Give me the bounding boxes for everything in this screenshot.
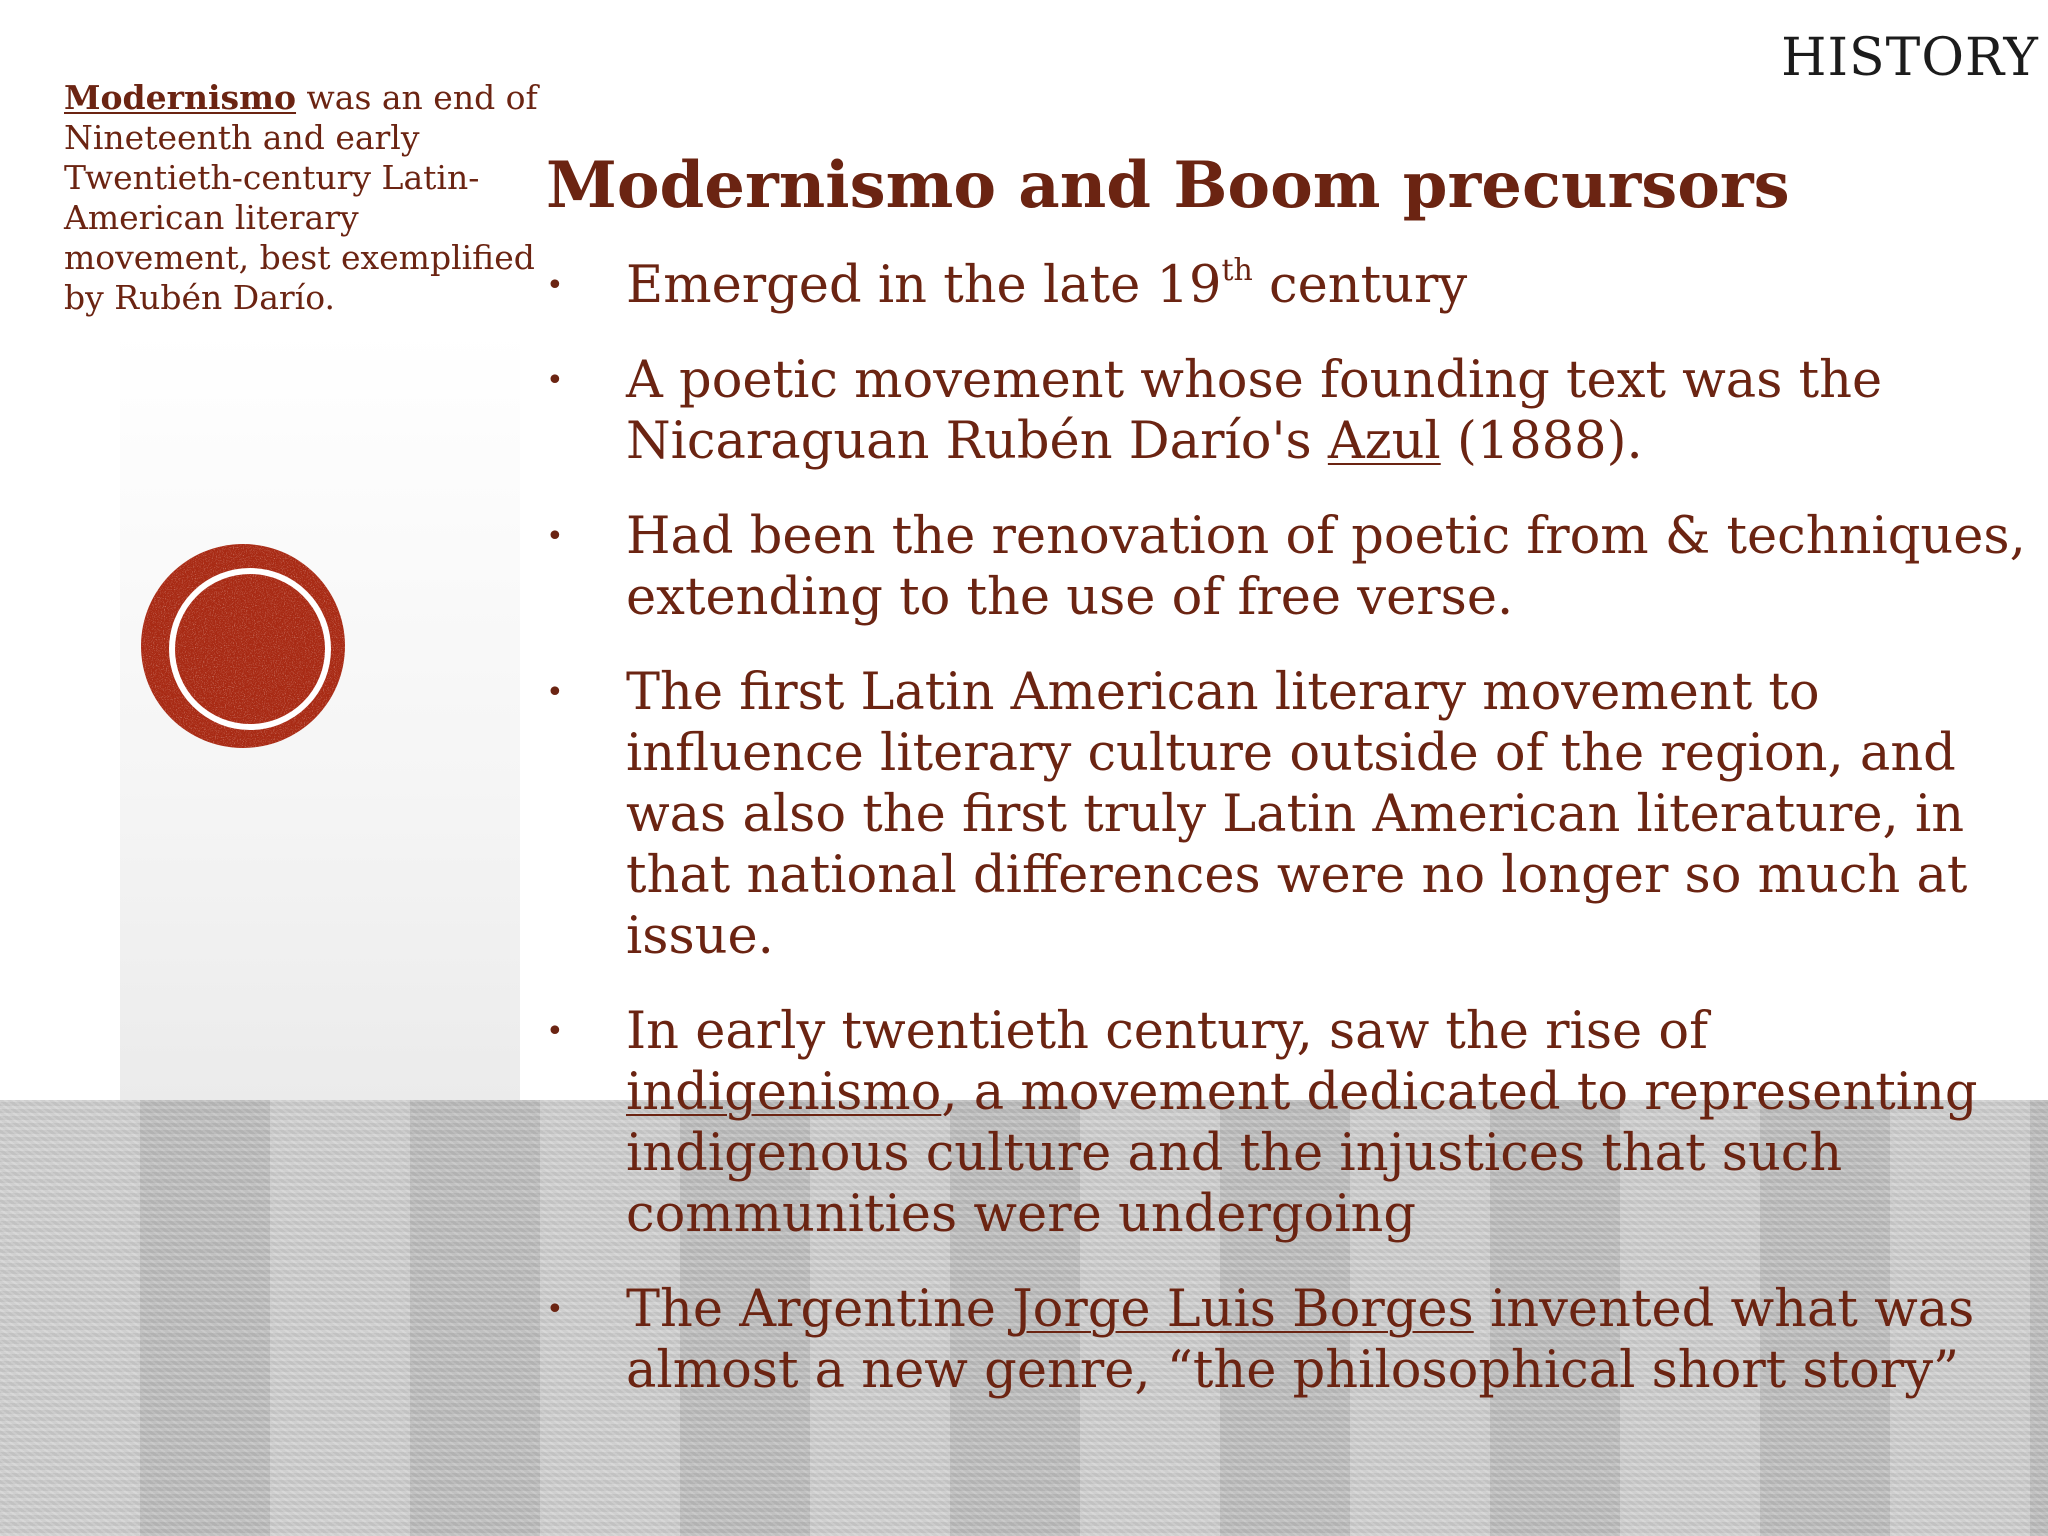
bullet-text: (1888). xyxy=(1440,412,1643,471)
bullet-item xyxy=(546,255,2036,316)
bullet-item xyxy=(546,506,2036,628)
sidebar-description: was an end of Nineteenth and early Twentieth-century Latin-American literary movement, best exemplified by Rubén Darío. xyxy=(64,78,538,317)
bullet-marker: • xyxy=(546,1292,564,1327)
bullet-marker: • xyxy=(546,363,564,398)
slide-title: Modernismo and Boom precursors xyxy=(546,148,1790,223)
bullet-text: A poetic movement whose founding text was the Nicaraguan Rubén Darío's xyxy=(626,351,1883,471)
azul-link[interactable]: Azul xyxy=(1327,412,1441,471)
bullet-text: , a movement dedicated to representing indigenous culture and the injustices that such communities were undergoing xyxy=(626,1063,1978,1244)
bullet-text: In early twentieth century, saw the rise of xyxy=(626,1002,1709,1061)
bullet-item xyxy=(546,662,2036,967)
ordinal-suffix: th xyxy=(1221,253,1253,288)
jorge-luis-borges-link[interactable]: Jorge Luis Borges xyxy=(1012,1280,1474,1339)
section-label: HISTORY xyxy=(1781,28,2039,88)
bullet-item xyxy=(546,1001,2036,1245)
modernismo-term-link[interactable]: Modernismo xyxy=(64,78,297,117)
bullet-marker: • xyxy=(546,675,564,710)
bullet-marker: • xyxy=(546,268,564,303)
bullet-marker: • xyxy=(546,519,564,554)
bullet-text: The first Latin American literary movement to influence literary culture outside of the region, and was also the first truly Latin American literature, in that national differences were no longer so much at issue. xyxy=(626,663,1968,966)
red-circle-emblem-icon xyxy=(140,543,346,749)
bullet-text: invented what was almost a new genre, “the philosophical short story” xyxy=(626,1280,1975,1400)
sidebar-definition xyxy=(64,78,554,318)
indigenismo-link[interactable]: indigenismo xyxy=(626,1063,942,1122)
bullet-text: Emerged in the late 19 xyxy=(626,256,1222,315)
bullet-list xyxy=(546,255,2036,1435)
bullet-marker: • xyxy=(546,1014,564,1049)
bullet-item xyxy=(546,350,2036,472)
bullet-item xyxy=(546,1279,2036,1401)
bullet-text: century xyxy=(1252,256,1468,315)
bullet-text: Had been the renovation of poetic from & techniques, extending to the use of free verse. xyxy=(626,507,2026,627)
bullet-text: The Argentine xyxy=(626,1280,1013,1339)
